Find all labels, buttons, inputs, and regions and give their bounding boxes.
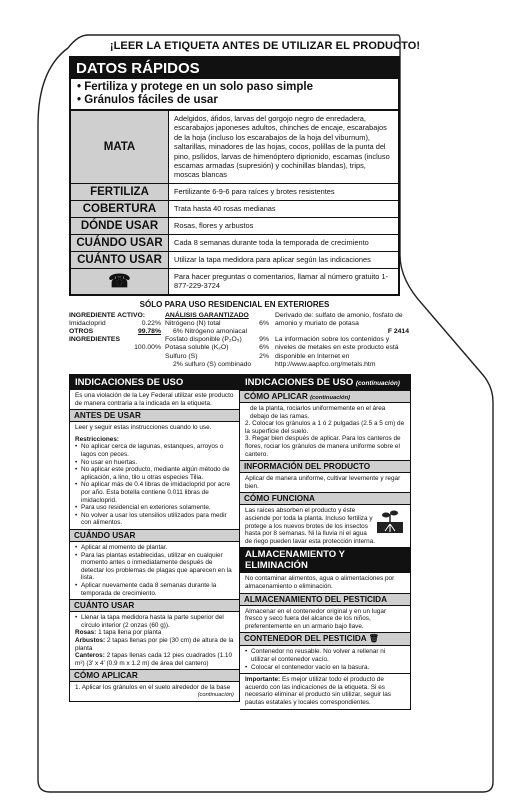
directions-title-text: INDICACIONES DE USO <box>245 377 354 389</box>
directions-title: INDICACIONES DE USO <box>70 375 239 390</box>
ingredients-column <box>69 312 161 369</box>
directions-right-column <box>240 374 411 709</box>
derived-from: Derivado de: sulfato de amonio, fosfato de amonio y muriato de potasa <box>275 311 403 327</box>
active-ingredient-line <box>69 320 161 328</box>
active-ingredient-label: INGREDIENTE ACTIVO: <box>69 311 146 319</box>
apply-step: 2. Colocar los gránulos a 1 ó 2 pulgadas (2.5 a 5 cm) de la superficie del suelo. <box>245 420 405 435</box>
other-ingredients-line <box>69 328 161 344</box>
other-ingredients-label: OTROS INGREDIENTES <box>69 328 120 344</box>
apply-step-1: 1. Aplicar los gránulos en el suelo alrededor de la base <box>75 684 231 692</box>
analysis-pct: 9% <box>259 336 269 344</box>
analysis-line <box>165 320 269 328</box>
quick-facts-title: DATOS RÁPIDOS <box>71 58 398 79</box>
pesticide-storage-heading: ALMACENAMIENTO DEL PESTICIDA <box>240 593 410 606</box>
how-it-works-heading: CÓMO FUNCIONA <box>240 492 410 505</box>
analysis-name: Nitrógeno (N) total <box>165 319 221 327</box>
residential-use-heading: SÓLO PARA USO RESIDENCIAL EN EXTERIORES <box>139 299 330 309</box>
apply-step: de la planta, rociarlos uniformemente en el área debajo de las ramas. <box>250 405 386 420</box>
phone-icon: ☎ <box>71 269 169 294</box>
container-item: • Colocar el contenedor vacío en la basura. <box>245 664 405 672</box>
analysis-line <box>165 344 269 352</box>
when-item: • Aplicar al momento de plantar. <box>75 544 234 552</box>
product-code: F 2414 <box>387 328 409 336</box>
trash-can-icon: 🗑 <box>368 634 380 644</box>
pesticide-container-heading <box>240 632 410 646</box>
analysis-pct: 2% <box>259 352 269 360</box>
continued-note: (continuación) <box>197 691 234 698</box>
row-when <box>71 234 398 251</box>
when-to-use <box>70 542 239 599</box>
row-key: MATA <box>71 111 169 183</box>
row-kills <box>71 110 398 183</box>
row-value: Trata hasta 40 rosas medianas <box>174 203 276 213</box>
important-text: Es mejor utilizar todo el producto de acuerdo con las indicaciones de la etiqueta. Si es necesario eliminar el producto sin utilizar, seguir las pautas estatales y locales correspondientes. <box>245 676 391 706</box>
row-key: DÓNDE USAR <box>71 218 169 234</box>
restriction-item: • No volver a usar los utensilios utilizados para medir con alimentos. <box>75 512 234 527</box>
analysis-name: Sulfuro (S) <box>165 352 198 360</box>
guaranteed-analysis <box>161 312 269 369</box>
analysis-line <box>165 361 269 369</box>
how-to-apply-heading: CÓMO APLICAR <box>70 669 239 682</box>
analysis-name: 2% sulfuro (S) combinado <box>173 360 252 368</box>
continued-tag: (continuación) <box>310 395 351 402</box>
storage-disposal-heading: ALMACENAMIENTO Y ELIMINACIÓN <box>240 547 410 573</box>
row-fertilizes <box>71 183 398 200</box>
product-info-heading: INFORMACIÓN DEL PRODUCTO <box>240 460 410 473</box>
metals-info: La información sobre los contenidos y niveles de metales en este producto está disponible en Internet en http://www.aapfco.org/metals.htm <box>275 336 399 368</box>
analysis-pct: 6% <box>259 319 269 327</box>
analysis-line <box>165 328 269 336</box>
how-much <box>70 612 239 669</box>
product-info-text: Aplicar de manera uniforme, cultivar levemente y regar bien. <box>245 475 401 490</box>
plant-roots-icon <box>377 509 403 533</box>
row-key: FERTILIZA <box>71 184 169 200</box>
analysis-name: Potasa soluble (K₂O) <box>165 344 229 352</box>
restrictions <box>70 434 239 529</box>
bullet-1: • Fertiliza y protege en un solo paso simple <box>77 81 313 93</box>
directions-right-box <box>240 374 411 709</box>
how-to-apply-heading-continued <box>240 390 410 403</box>
restriction-item: • No aplicar este producto, mediante algún método de aplicación, a lino, tilo u otras especies Tilia. <box>75 466 234 481</box>
important-note <box>240 673 410 708</box>
apply-step: 3. Regar bien después de aplicar. Para los canteros de flores, rociar los gránulos de manera uniforme sobre el cantero. <box>245 435 401 458</box>
roses-label: Rosas: <box>75 629 97 637</box>
restriction-item: • No aplicar más de 0.4 libras de imidacloprid por acre por año. Esta botella contiene 0.011 libras de imidacloprid. <box>75 481 234 504</box>
beds-value: 2 tapas llenas cada 12 pies cuadrados (1.10 m²) (3' x 4' (0.9 m x 1.2 m) de área del cantero) <box>75 652 233 667</box>
how-to-apply <box>70 682 239 701</box>
how-it-works <box>240 505 410 547</box>
row-value: Fertilizante 6-9-6 para raíces y brotes resistentes <box>174 186 335 196</box>
analysis-line <box>165 353 269 361</box>
warning-heading: ¡LEER LA ETIQUETA ANTES DE UTILIZAR EL PRODUCTO! <box>109 40 421 52</box>
how-much-item: • Llenar la tapa medidora hasta la parte superior del círculo interior (2 onzas (60 g)). <box>75 614 234 629</box>
restriction-item: • No usar en huertas. <box>75 459 234 467</box>
analysis-name: 6% Nitrógeno amoniacal <box>173 328 248 336</box>
label-content <box>55 40 475 710</box>
quick-facts-bullets <box>71 79 398 110</box>
continued-tag: (continuación) <box>355 380 400 388</box>
container-item: • Contenedor no reusable. No volver a rellenar ni utilizar el contenedor vacío. <box>245 648 405 663</box>
shrubs-label: Arbustos: <box>75 636 106 644</box>
row-key: CUÁNDO USAR <box>71 235 169 251</box>
directions-left-column <box>69 374 240 709</box>
container-instructions <box>240 646 410 673</box>
federal-law-text: Es una violación de la Ley Federal utilizar este producto de manera contraria a la indicada en la etiqueta. <box>75 392 234 407</box>
analysis-title: ANÁLISIS GARANTIZADO <box>165 311 249 319</box>
directions-title-continued <box>240 375 410 390</box>
row-value: Cada 8 semanas durante toda la temporada de crecimiento <box>174 237 369 247</box>
row-value: Rosas, flores y arbustos <box>174 220 254 230</box>
when-item: • Aplicar nuevamente cada 8 semanas durante la temporada de crecimiento. <box>75 582 234 597</box>
directions-columns <box>69 374 411 709</box>
shrubs-value: 2 tapas llenas por pie (30 cm) de altura de la planta <box>75 636 234 652</box>
row-value: Utilizar la tapa medidora para aplicar según las indicaciones <box>174 254 371 264</box>
when-to-use-heading: CUÁNDO USAR <box>70 529 239 542</box>
before-use-text: Leer y seguir estas instrucciones cuando lo use. <box>75 424 212 432</box>
beds-label: Canteros: <box>75 652 105 660</box>
roses-value: 1 tapa llena por planta <box>98 629 162 637</box>
ingredients-total: 100.00% <box>134 344 161 352</box>
restrictions-title: Restricciones: <box>75 435 120 443</box>
active-ingredient-pct: 0.22% <box>141 319 161 327</box>
when-item: • Para las plantas establecidas, utilizar en cualquier momento antes o inmediatamente después de detectar los problemas de plagas que aparecen en la lista. <box>75 552 234 582</box>
how-it-works-text: Las raíces absorben el producto y éste asciende por toda la planta. Incluso fertiliza y protege a los nuevos brotes de los insectos hasta por 8 semanas. Ni la lluvia ni el agua de riego pueden lavar esta protección interna. <box>245 507 376 545</box>
row-value: Adelgidos, áfidos, larvas del gorgojo negro de enredadera, escarabajos japoneses adultos, chinches de encaje, escarabajos de la hoja (incluso los escarabajos de la hoja del viburnum), saltarillas, minadores de las hojas, cocos, polillas de la punta del pino, psílidos, larvas de himenóptero diprionido, escamas (incluso escamas armadas (supresión) y cochinillas blandas), trips, moscas blancas <box>174 114 390 180</box>
restriction-item: • No aplicar cerca de lagunas, estanques, arroyos o lagos con peces. <box>75 443 234 458</box>
row-where <box>71 217 398 234</box>
row-coverage <box>71 200 398 217</box>
row-key: CUÁNTO USAR <box>71 252 169 268</box>
how-much-heading: CUÁNTO USAR <box>70 599 239 612</box>
quick-facts-box <box>69 56 400 296</box>
apply-title-text: CÓMO APLICAR <box>244 392 308 402</box>
analysis-pct: 6% <box>259 344 269 352</box>
row-value: Para hacer preguntas o comentarios, llamar al número gratuito 1-877-229-3724 <box>174 271 389 291</box>
bullet-2: • Gránulos fáciles de usar <box>77 94 218 106</box>
container-title-text: CONTENEDOR DEL PESTICIDA <box>244 634 367 644</box>
analysis-name: Fosfato disponible (P₂O₅) <box>165 336 242 344</box>
pesticide-storage-text: Almacenar en el contenedor original y en un lugar fresco y seco fuera del alcance de los niños, preferentemente en un armario bajo llave. <box>245 607 387 630</box>
active-ingredient-name: Imidacloprid <box>69 319 106 327</box>
directions-left-box <box>69 374 240 702</box>
storage-disposal-text: No contaminar alimentos, agua o alimentaciones por almacenamiento o eliminación. <box>245 575 395 590</box>
before-use-heading: ANTES DE USAR <box>70 409 239 422</box>
analysis-line <box>165 336 269 344</box>
other-ingredients-pct: 99.78% <box>137 328 161 336</box>
restriction-item: • Para uso residencial en exteriores solamente. <box>75 504 234 512</box>
important-label: Importante: <box>245 676 281 684</box>
apply-steps <box>240 403 410 460</box>
row-how-much <box>71 251 398 268</box>
row-key: COBERTURA <box>71 201 169 217</box>
row-phone <box>71 268 398 294</box>
derived-info <box>269 312 409 369</box>
ingredients-section <box>69 312 409 369</box>
